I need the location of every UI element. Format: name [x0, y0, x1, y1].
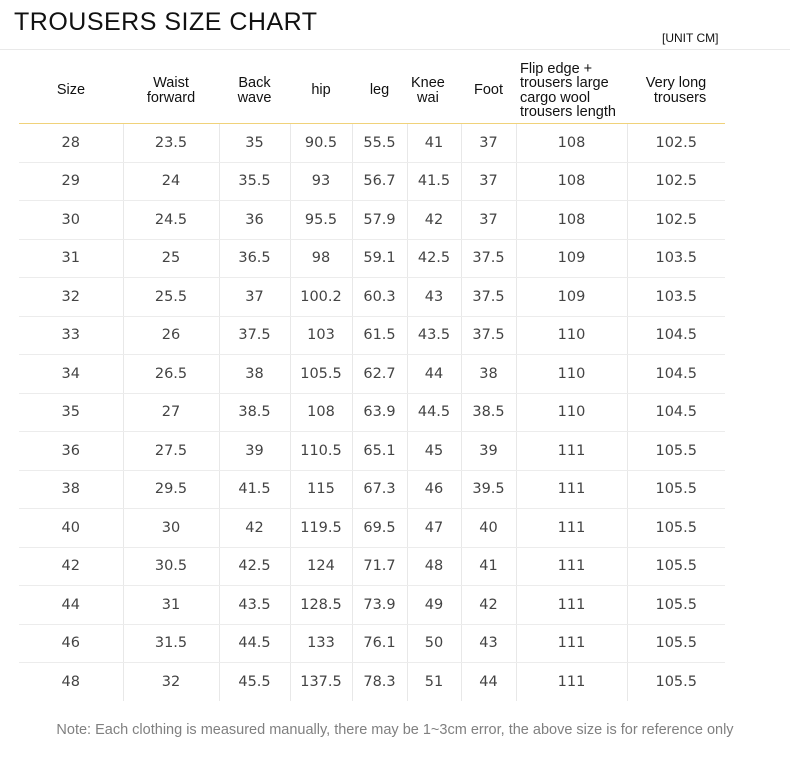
table-cell: 103.5 [627, 239, 725, 278]
table-cell: 128.5 [290, 586, 352, 625]
table-cell: 104.5 [627, 355, 725, 394]
table-cell: 38 [461, 355, 516, 394]
table-row [19, 278, 725, 317]
col-header-flip-edge-text: Flip edge + trousers large cargo wool trousers length [520, 60, 616, 120]
table-cell: 105.5 [627, 432, 725, 471]
table-cell: 32 [123, 663, 219, 701]
table-cell: 32 [19, 278, 123, 317]
table-cell: 25 [123, 239, 219, 278]
table-cell: 42 [219, 509, 290, 548]
table-cell: 25.5 [123, 278, 219, 317]
col-header-foot: Foot [461, 58, 516, 124]
table-cell: 46 [407, 470, 461, 509]
table-cell: 35.5 [219, 162, 290, 201]
table-row [19, 509, 725, 548]
table-cell: 105.5 [627, 586, 725, 625]
table-cell: 42.5 [407, 239, 461, 278]
table-cell: 36.5 [219, 239, 290, 278]
table-cell: 104.5 [627, 393, 725, 432]
table-cell: 34 [19, 355, 123, 394]
table-cell: 111 [516, 509, 627, 548]
table-cell: 24.5 [123, 201, 219, 240]
table-cell: 23.5 [123, 124, 219, 163]
table-cell: 30 [123, 509, 219, 548]
table-cell: 39 [219, 432, 290, 471]
table-cell: 43.5 [407, 316, 461, 355]
table-cell: 45.5 [219, 663, 290, 701]
table-cell: 41 [407, 124, 461, 163]
table-cell: 38.5 [461, 393, 516, 432]
col-header-leg: leg [352, 58, 407, 124]
table-cell: 46 [19, 624, 123, 663]
table-cell: 44 [461, 663, 516, 701]
table-row [19, 124, 725, 163]
table-row [19, 201, 725, 240]
table-cell: 105.5 [627, 547, 725, 586]
table-cell: 95.5 [290, 201, 352, 240]
table-cell: 37 [461, 201, 516, 240]
table-cell: 37.5 [461, 239, 516, 278]
table-cell: 42 [407, 201, 461, 240]
size-table [19, 58, 725, 701]
table-cell: 51 [407, 663, 461, 701]
table-row [19, 316, 725, 355]
table-cell: 36 [19, 432, 123, 471]
table-cell: 102.5 [627, 162, 725, 201]
col-header-knee [407, 58, 461, 124]
col-header-size: Size [19, 58, 123, 124]
col-header-knee-text: Knee wai [411, 75, 445, 106]
table-cell: 39.5 [461, 470, 516, 509]
table-cell: 111 [516, 470, 627, 509]
table-cell: 41.5 [219, 470, 290, 509]
table-cell: 38.5 [219, 393, 290, 432]
table-cell: 35 [219, 124, 290, 163]
col-header-flip-edge [516, 58, 627, 124]
table-cell: 42.5 [219, 547, 290, 586]
table-cell: 56.7 [352, 162, 407, 201]
table-cell: 40 [19, 509, 123, 548]
table-cell: 41 [461, 547, 516, 586]
table-cell: 55.5 [352, 124, 407, 163]
table-cell: 115 [290, 470, 352, 509]
table-cell: 27.5 [123, 432, 219, 471]
table-row [19, 162, 725, 201]
table-cell: 44.5 [219, 624, 290, 663]
table-cell: 28 [19, 124, 123, 163]
col-header-back-wave-text: Back wave [237, 75, 272, 106]
table-cell: 111 [516, 432, 627, 471]
measurement-note: Note: Each clothing is measured manually, there may be 1~3cm error, the above size is for reference only [56, 722, 734, 738]
table-cell: 44.5 [407, 393, 461, 432]
table-cell: 30 [19, 201, 123, 240]
table-body [19, 124, 725, 701]
table-cell: 37.5 [461, 316, 516, 355]
table-cell: 57.9 [352, 201, 407, 240]
table-cell: 111 [516, 586, 627, 625]
table-cell: 24 [123, 162, 219, 201]
table-cell: 26 [123, 316, 219, 355]
table-cell: 108 [516, 162, 627, 201]
table-cell: 110 [516, 316, 627, 355]
table-cell: 36 [219, 201, 290, 240]
table-cell: 38 [219, 355, 290, 394]
col-header-waist [123, 58, 219, 124]
table-cell: 41.5 [407, 162, 461, 201]
table-cell: 69.5 [352, 509, 407, 548]
table-cell: 90.5 [290, 124, 352, 163]
table-row [19, 470, 725, 509]
table-cell: 110 [516, 393, 627, 432]
table-cell: 111 [516, 624, 627, 663]
table-cell: 48 [61, 673, 80, 690]
table-cell: 109 [516, 239, 627, 278]
table-cell: 63.9 [352, 393, 407, 432]
table-cell: 60.3 [352, 278, 407, 317]
table-cell: 37.5 [219, 316, 290, 355]
unit-label: [UNIT CM] [662, 31, 719, 45]
table-row [19, 663, 725, 701]
table-cell: 78.3 [352, 663, 407, 701]
table-cell: 43.5 [219, 586, 290, 625]
header-row [19, 58, 725, 124]
table-row [19, 239, 725, 278]
chart-title: TROUSERS SIZE CHART [14, 8, 318, 36]
table-cell: 35 [19, 393, 123, 432]
table-cell: 103.5 [627, 278, 725, 317]
table-cell: 124 [290, 547, 352, 586]
table-cell: 38 [19, 470, 123, 509]
col-header-back-wave [219, 58, 290, 124]
table-cell: 42 [461, 586, 516, 625]
table-cell: 49 [407, 586, 461, 625]
table-row [19, 586, 725, 625]
table-cell: 105.5 [627, 470, 725, 509]
table-cell: 110 [516, 355, 627, 394]
header-divider [0, 49, 790, 50]
table-cell: 105.5 [290, 355, 352, 394]
table-cell: 44 [19, 586, 123, 625]
table-cell: 31 [123, 586, 219, 625]
table-cell: 39 [461, 432, 516, 471]
table-cell: 67.3 [352, 470, 407, 509]
table-cell: 100.2 [290, 278, 352, 317]
table-cell: 43 [407, 278, 461, 317]
table-cell: 105.5 [627, 509, 725, 548]
table-cell: 29.5 [123, 470, 219, 509]
table-row [19, 432, 725, 471]
table-cell: 37 [219, 278, 290, 317]
table-cell: 43 [461, 624, 516, 663]
table-row [19, 547, 725, 586]
table-cell: 110.5 [290, 432, 352, 471]
table-cell: 111 [516, 663, 627, 701]
table-cell: 105.5 [627, 663, 725, 701]
table-cell: 133 [290, 624, 352, 663]
table-cell: 45 [407, 432, 461, 471]
table-cell: 42 [19, 547, 123, 586]
table-cell: 102.5 [627, 201, 725, 240]
table-cell: 65.1 [352, 432, 407, 471]
col-header-very-long [627, 58, 725, 124]
table-cell: 29 [19, 162, 123, 201]
table-cell: 37.5 [461, 278, 516, 317]
table-cell: 105.5 [627, 624, 725, 663]
table-cell: 37 [461, 162, 516, 201]
table-cell: 104.5 [627, 316, 725, 355]
table-cell: 62.7 [352, 355, 407, 394]
table-cell: 76.1 [352, 624, 407, 663]
table-cell: 71.7 [352, 547, 407, 586]
table-cell: 108 [516, 124, 627, 163]
table-cell: 119.5 [290, 509, 352, 548]
table-cell: 61.5 [352, 316, 407, 355]
table-cell: 73.9 [352, 586, 407, 625]
table-cell: 50 [407, 624, 461, 663]
table-cell: 48 [407, 547, 461, 586]
table-cell: 31 [19, 239, 123, 278]
table-cell: 103 [290, 316, 352, 355]
table-cell: 44 [407, 355, 461, 394]
col-header-very-long-text: Very long trousers [645, 75, 707, 106]
col-header-hip: hip [290, 58, 352, 124]
table-cell: 137.5 [290, 663, 352, 701]
table-cell: 47 [407, 509, 461, 548]
table-cell: 30.5 [123, 547, 219, 586]
table-cell: 40 [461, 509, 516, 548]
table-cell: 37 [461, 124, 516, 163]
col-header-waist-text: Waist forward [146, 75, 196, 106]
table-cell: 31.5 [123, 624, 219, 663]
table-cell: 93 [290, 162, 352, 201]
table-cell: 98 [290, 239, 352, 278]
table-cell: 111 [516, 547, 627, 586]
table-cell: 109 [516, 278, 627, 317]
table-cell: 26.5 [123, 355, 219, 394]
table-cell: 33 [19, 316, 123, 355]
table-cell: 102.5 [627, 124, 725, 163]
table-cell: 59.1 [352, 239, 407, 278]
table-cell: 27 [123, 393, 219, 432]
table-cell: 108 [516, 201, 627, 240]
table-row [19, 355, 725, 394]
table-row [19, 393, 725, 432]
table-row [19, 624, 725, 663]
table-cell: 108 [290, 393, 352, 432]
